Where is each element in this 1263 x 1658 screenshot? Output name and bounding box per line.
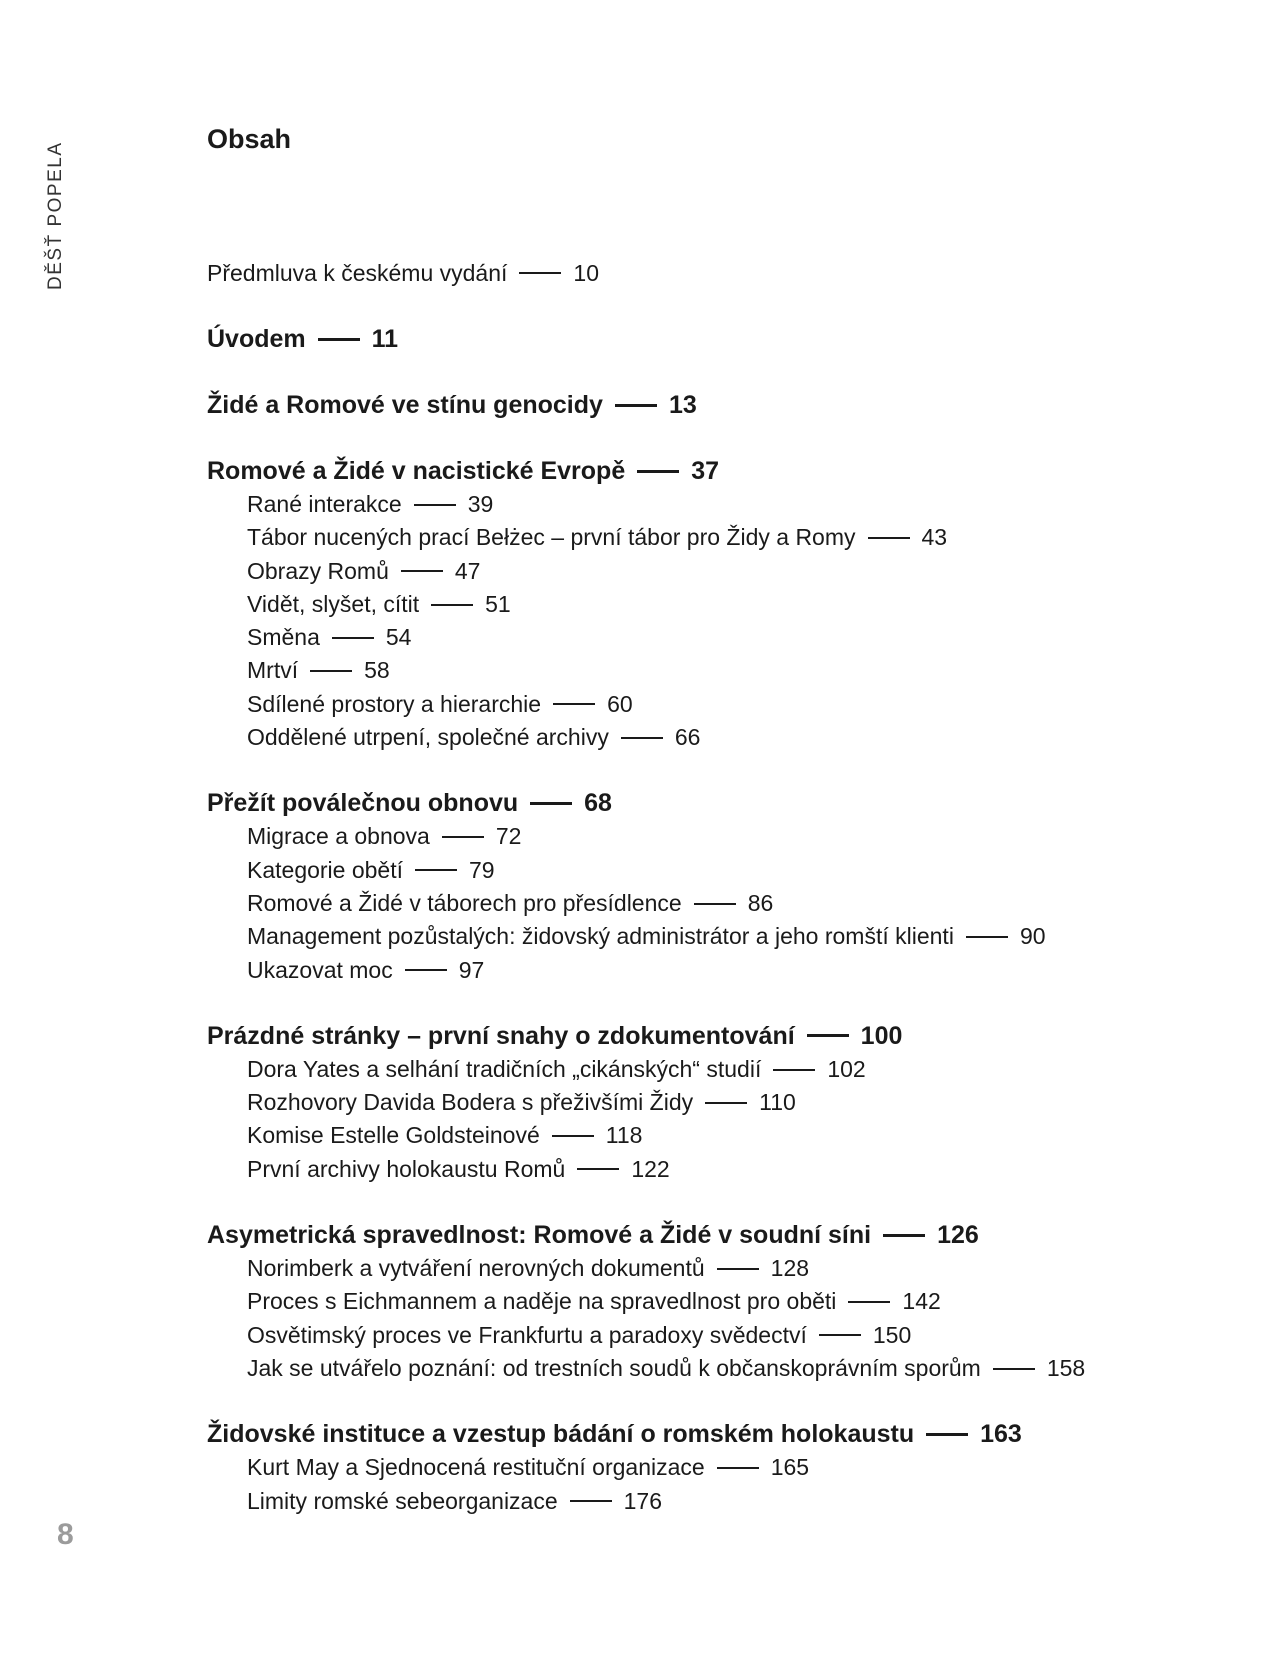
toc-subentry-page: 90 [1019, 923, 1046, 950]
toc-chapter-page: 100 [860, 1021, 903, 1050]
toc-subentry-page: 102 [827, 1055, 866, 1082]
toc-subentry-title: Obrazy Romů [247, 557, 389, 584]
toc-subentry-title: Mrtví [247, 657, 299, 684]
leader-dash [519, 272, 561, 274]
toc-subentry-title: Jak se utvářelo poznání: od trestních soudů k občanskoprávním sporům [247, 1354, 981, 1381]
leader-dash [615, 404, 657, 407]
leader-dash [717, 1467, 759, 1469]
toc-subentry[interactable] [207, 621, 1207, 654]
leader-dash [442, 836, 484, 838]
toc-subentry-title: Ukazovat moc [247, 956, 393, 983]
toc-subentry[interactable] [207, 555, 1207, 588]
toc-subentry-page: 66 [674, 724, 701, 751]
toc-subentry-title: Kategorie obětí [247, 856, 404, 883]
leader-dash [621, 737, 663, 739]
toc-subentry[interactable] [207, 521, 1207, 554]
toc-subentry[interactable] [207, 1451, 1207, 1484]
toc-subentry[interactable] [207, 1252, 1207, 1285]
toc-chapter-page: 11 [371, 325, 399, 353]
leader-dash [318, 338, 360, 341]
toc-subentry-page: 54 [385, 624, 412, 651]
toc-subentry[interactable] [207, 1319, 1207, 1352]
leader-dash [431, 604, 473, 606]
toc-subentry-title: Migrace a obnova [247, 823, 430, 850]
toc-subentry-title: Kurt May a Sjednocená restituční organizace [247, 1454, 705, 1481]
toc-subentry[interactable] [207, 688, 1207, 721]
toc-chapter-title: Úvodem [207, 325, 306, 353]
leader-dash [332, 637, 374, 639]
page-number: 8 [57, 1518, 74, 1551]
toc-subentry-title: Oddělené utrpení, společné archivy [247, 724, 609, 751]
leader-dash [530, 802, 572, 805]
toc-subentry[interactable] [207, 920, 1207, 953]
toc-subentry-page: 51 [485, 590, 511, 617]
leader-dash [637, 470, 679, 473]
page-title: Obsah [207, 124, 292, 154]
toc-chapter [207, 1417, 1207, 1518]
leader-dash [577, 1168, 619, 1170]
toc-entry[interactable] [207, 256, 1207, 290]
toc-subentry-page: 43 [921, 524, 948, 551]
toc-subentry-title: Komise Estelle Goldsteinové [247, 1122, 540, 1149]
toc-subentry-page: 165 [770, 1454, 810, 1481]
toc-chapter-page: 68 [584, 789, 612, 818]
leader-dash [868, 537, 910, 539]
leader-dash [705, 1102, 747, 1104]
toc-chapter-entry[interactable] [207, 322, 1207, 356]
toc-chapter-title: Romové a Židé v nacistické Evropě [207, 457, 626, 485]
running-head: DĚŠŤ POPELA [45, 141, 66, 290]
toc-chapter-entry[interactable] [207, 1417, 1207, 1451]
leader-dash [883, 1234, 925, 1237]
leader-dash [694, 903, 736, 905]
toc-subentry[interactable] [207, 721, 1207, 754]
toc-subentry-page: 39 [467, 491, 494, 517]
toc-chapter [207, 1019, 1207, 1186]
toc-subentry[interactable] [207, 954, 1207, 987]
toc-chapter-title: Prázdné stránky – první snahy o zdokumentování [207, 1021, 795, 1050]
toc-chapter-entry[interactable] [207, 388, 1207, 422]
toc-subentry[interactable] [207, 854, 1207, 887]
toc-subentry-page: 118 [605, 1122, 643, 1149]
toc-subentry-title: Romové a Židé v táborech pro přesídlence [247, 889, 682, 916]
toc-subentry-page: 47 [454, 557, 481, 584]
toc-subentry[interactable] [207, 1153, 1207, 1186]
toc-subentry-page: 142 [902, 1288, 941, 1315]
toc-chapter-title: Asymetrická spravedlnost: Romové a Židé v soudní síni [207, 1221, 872, 1250]
toc-subentry-page: 58 [364, 657, 390, 684]
toc-subentry[interactable] [207, 1285, 1207, 1318]
leader-dash [819, 1334, 861, 1336]
toc-chapter [207, 1218, 1207, 1385]
toc-subentry[interactable] [207, 1485, 1207, 1518]
toc-subentry[interactable] [207, 488, 1207, 521]
toc-chapter-page: 37 [691, 457, 720, 485]
leader-dash [415, 869, 457, 871]
toc-chapter-page: 126 [937, 1221, 979, 1250]
toc-subentry-title: Osvětimský proces ve Frankfurtu a paradoxy svědectví [247, 1321, 807, 1348]
toc-subentry-title: Rozhovory Davida Bodera s přeživšími Židy [247, 1089, 694, 1116]
toc-subentry-title: Norimberk a vytváření nerovných dokumentů [247, 1255, 705, 1282]
leader-dash [966, 936, 1008, 938]
toc-entry-title: Předmluva k českému vydání [207, 260, 508, 286]
toc-chapter-title: Židé a Romové ve stínu genocidy [207, 391, 603, 419]
toc-subentry-page: 79 [469, 856, 495, 883]
toc-subentry-title: Limity romské sebeorganizace [247, 1487, 558, 1514]
toc-chapter-entry[interactable] [207, 1019, 1207, 1053]
toc-subentry-page: 150 [872, 1321, 912, 1348]
toc-subentry-title: Vidět, slyšet, cítit [247, 590, 420, 617]
leader-dash [552, 1135, 594, 1137]
leader-dash [553, 703, 595, 705]
toc-subentry-page: 176 [623, 1487, 663, 1514]
toc-chapter [207, 388, 1207, 422]
toc-subentry-title: Dora Yates a selhání tradičních „cikánských“ studií [247, 1055, 762, 1082]
toc-subentry-page: 60 [607, 690, 633, 717]
leader-dash [926, 1433, 968, 1436]
toc-subentry[interactable] [207, 1086, 1207, 1119]
toc-chapter [207, 256, 1207, 290]
toc-chapter [207, 454, 1207, 754]
toc-subentry[interactable] [207, 887, 1207, 920]
toc-subentry-page: 86 [747, 889, 774, 916]
leader-dash [401, 570, 443, 572]
leader-dash [414, 504, 456, 506]
toc-chapter-entry[interactable] [207, 454, 1207, 488]
toc-chapter-entry[interactable] [207, 786, 1207, 820]
toc-subentry-page: 158 [1046, 1354, 1086, 1381]
toc-subentry-page: 110 [759, 1089, 796, 1116]
toc-subentry-title: Směna [247, 624, 320, 651]
toc-chapter-page: 13 [668, 391, 697, 419]
toc-chapter-title: Židovské instituce a vzestup bádání o romském holokaustu [207, 1420, 915, 1449]
leader-dash [570, 1500, 612, 1502]
toc-subentry-page: 122 [631, 1155, 670, 1182]
toc-chapter-page: 163 [980, 1420, 1022, 1449]
toc-subentry-page: 72 [495, 823, 522, 850]
toc-subentry-title: Sdílené prostory a hierarchie [247, 690, 542, 717]
toc-chapter-entry[interactable] [207, 1218, 1207, 1252]
toc-subentry[interactable] [207, 654, 1207, 687]
toc-subentry-page: 97 [458, 956, 485, 983]
toc-subentry-title: Management pozůstalých: židovský administrátor a jeho romští klienti [247, 923, 954, 950]
leader-dash [807, 1034, 849, 1037]
toc-subentry[interactable] [207, 820, 1207, 853]
toc-subentry[interactable] [207, 588, 1207, 621]
toc-entry-page: 10 [573, 260, 599, 286]
toc-chapter [207, 322, 1207, 356]
toc-chapter [207, 786, 1207, 986]
toc-subentry-page: 128 [770, 1255, 810, 1282]
toc-subentry[interactable] [207, 1119, 1207, 1152]
leader-dash [773, 1069, 815, 1071]
leader-dash [848, 1301, 890, 1303]
toc-subentry[interactable] [207, 1053, 1207, 1086]
toc-subentry-title: Proces s Eichmannem a naděje na spravedlnost pro oběti [247, 1288, 837, 1315]
leader-dash [405, 969, 447, 971]
toc-subentry-title: První archivy holokaustu Romů [247, 1155, 566, 1182]
toc-subentry-title: Rané interakce [247, 491, 402, 517]
toc-subentry[interactable] [207, 1352, 1207, 1385]
leader-dash [717, 1268, 759, 1270]
leader-dash [993, 1368, 1035, 1370]
table-of-contents [207, 256, 1207, 1518]
leader-dash [310, 670, 352, 672]
toc-subentry-title: Tábor nucených prací Bełżec – první tábor pro Židy a Romy [247, 524, 856, 551]
toc-chapter-title: Přežít poválečnou obnovu [207, 789, 519, 818]
